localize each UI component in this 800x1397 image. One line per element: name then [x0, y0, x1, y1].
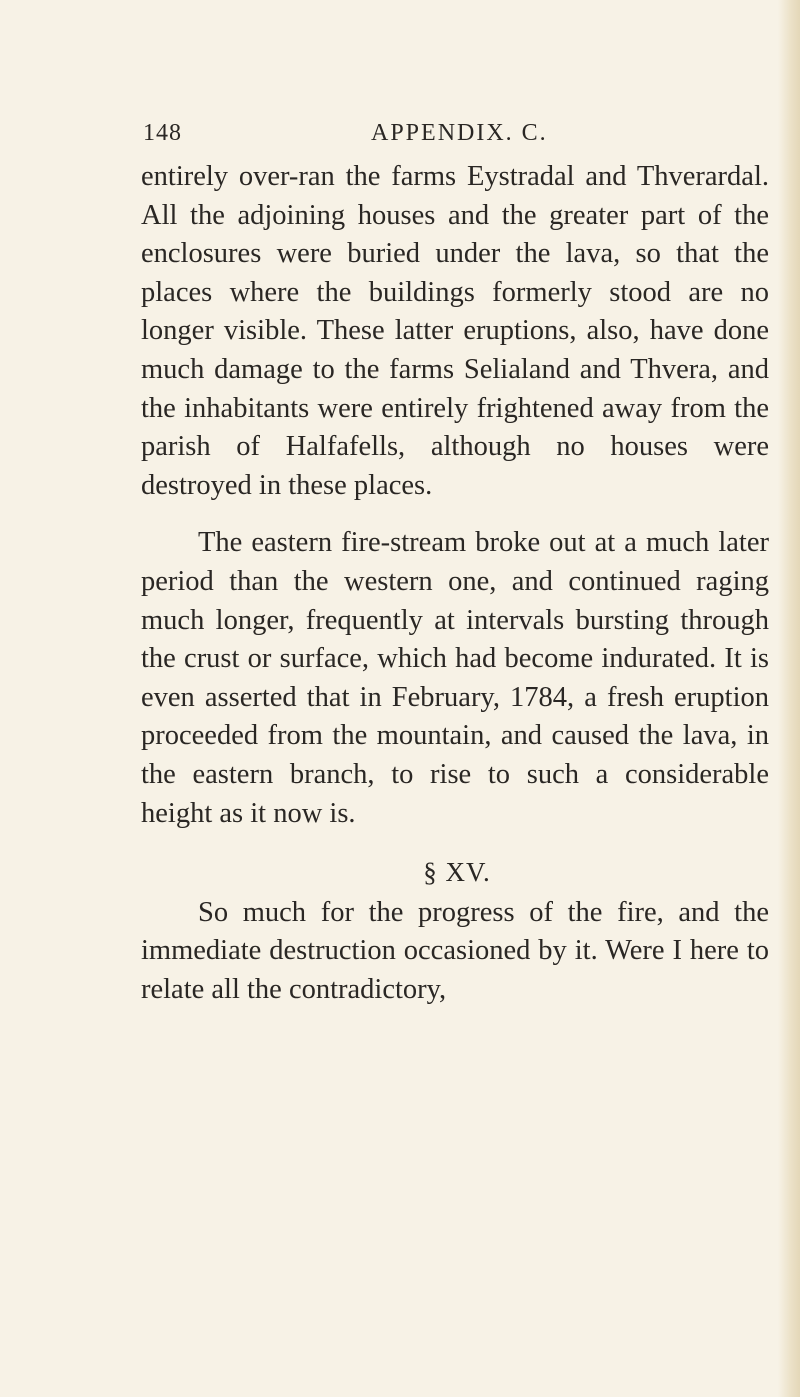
paragraph-2: The eastern fire-stream broke out at a much later period than the western one, and continued raging much longer, frequently at intervals bursting through the crust or surface, which had become indurated. It is even asserted that in February, 1784, a fresh eruption proceeded from the mountain, and caused the lava, in the eastern branch, to rise to such a considerable height as it now is.: [141, 527, 769, 829]
section-heading: § XV.: [423, 857, 491, 888]
body-text: [141, 158, 769, 1009]
running-head-title: APPENDIX. C.: [371, 120, 548, 146]
book-page: [141, 110, 769, 1009]
paragraph-1: entirely over-ran the farms Eystradal and Thverardal. All the adjoining houses and the greater part of the enclosures were buried under the lava, so that the places where the buildings formerly stood are no longer visible. These latter eruptions, also, have done much damage to the farms Selialand and Thvera, and the inhabitants were entirely frightened away from the parish of Halfafells, although no houses were destroyed in these places.: [141, 161, 769, 501]
paragraph-3: So much for the progress of the fire, and the immediate destruction occasioned by it. Were I here to relate all the contradictory,: [141, 896, 769, 1005]
page-number: 148: [143, 120, 182, 146]
page-edge-shadow: [778, 0, 800, 1397]
running-head: [141, 110, 769, 152]
